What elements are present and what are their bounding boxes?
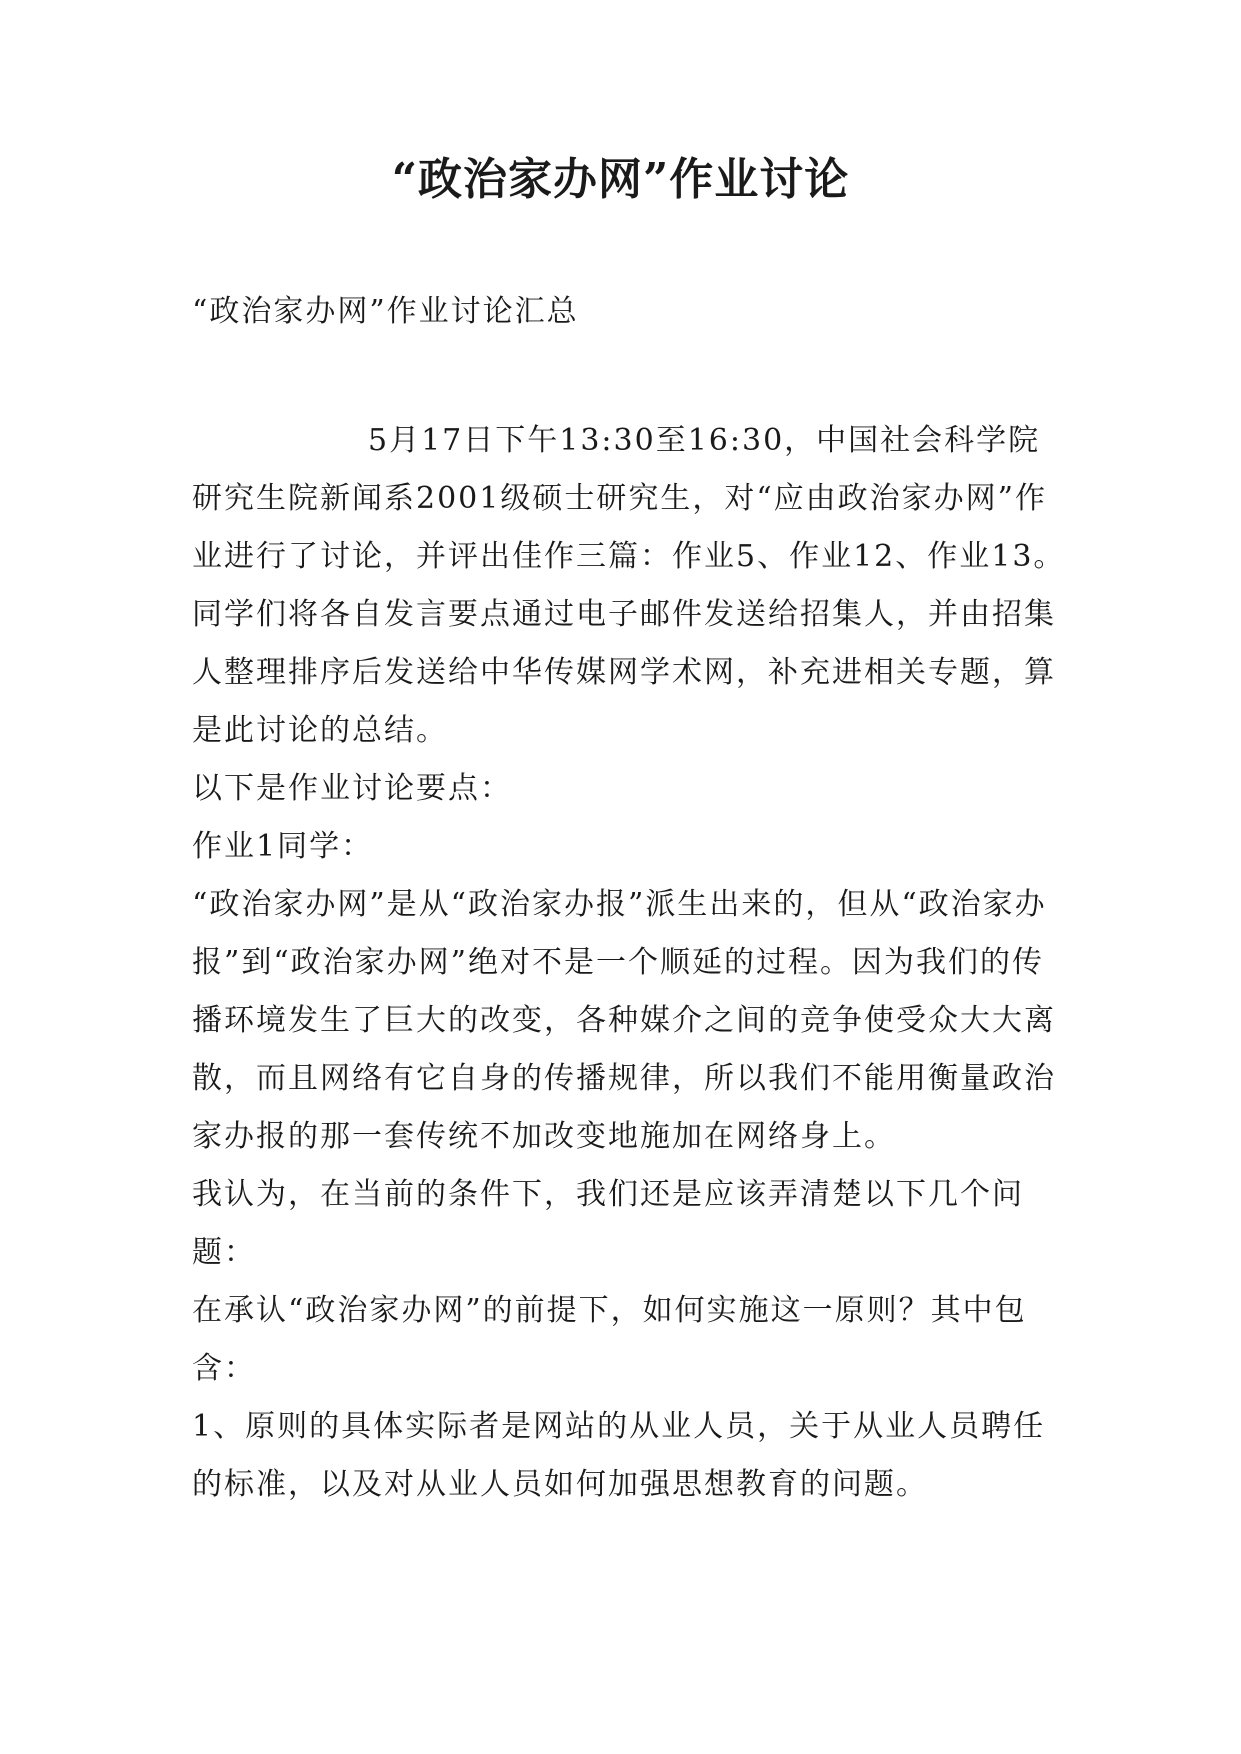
paragraph-intro: 5月17日下午13:30至16:30，中国社会科学院研究生院新闻系2001级硕士研究生，对“应由政治家办网”作业进行了讨论，并评出佳作三篇：作业5、作业12、作业13。同学们将各自发言要点通过电子邮件发送给招集人，并由招集人整理排序后发送给中华传媒网学术网，补充进相关专题，算是此讨论的总结。 — [192, 423, 1066, 748]
paragraph-points-heading: 以下是作业讨论要点： — [192, 771, 512, 806]
document-title: “政治家办网”作业讨论 — [391, 154, 850, 205]
paragraph-premise: 在承认“政治家办网”的前提下，如何实施这一原则？其中包含： — [192, 1293, 1027, 1386]
paragraph-item-1: 1、原则的具体实际者是网站的从业人员，关于从业人员聘任的标准，以及对从业人员如何加强思想教育的问题。 — [192, 1409, 1046, 1502]
document-subtitle: “政治家办网”作业讨论汇总 — [192, 294, 579, 329]
paragraph-argument: “政治家办网”是从“政治家办报”派生出来的，但从“政治家办报”到“政治家办网”绝对不是一个顺延的过程。因为我们的传播环境发生了巨大的改变，各种媒介之间的竞争使受众大大离散，而且网络有它自身的传播规律，所以我们不能用衡量政治家办报的那一套传统不加改变地施加在网络身上。 — [192, 887, 1056, 1154]
paragraph-speaker: 作业1同学： — [192, 829, 374, 864]
paragraph-opinion: 我认为，在当前的条件下，我们还是应该弄清楚以下几个问题： — [192, 1177, 1024, 1270]
document-body — [192, 412, 1072, 1514]
